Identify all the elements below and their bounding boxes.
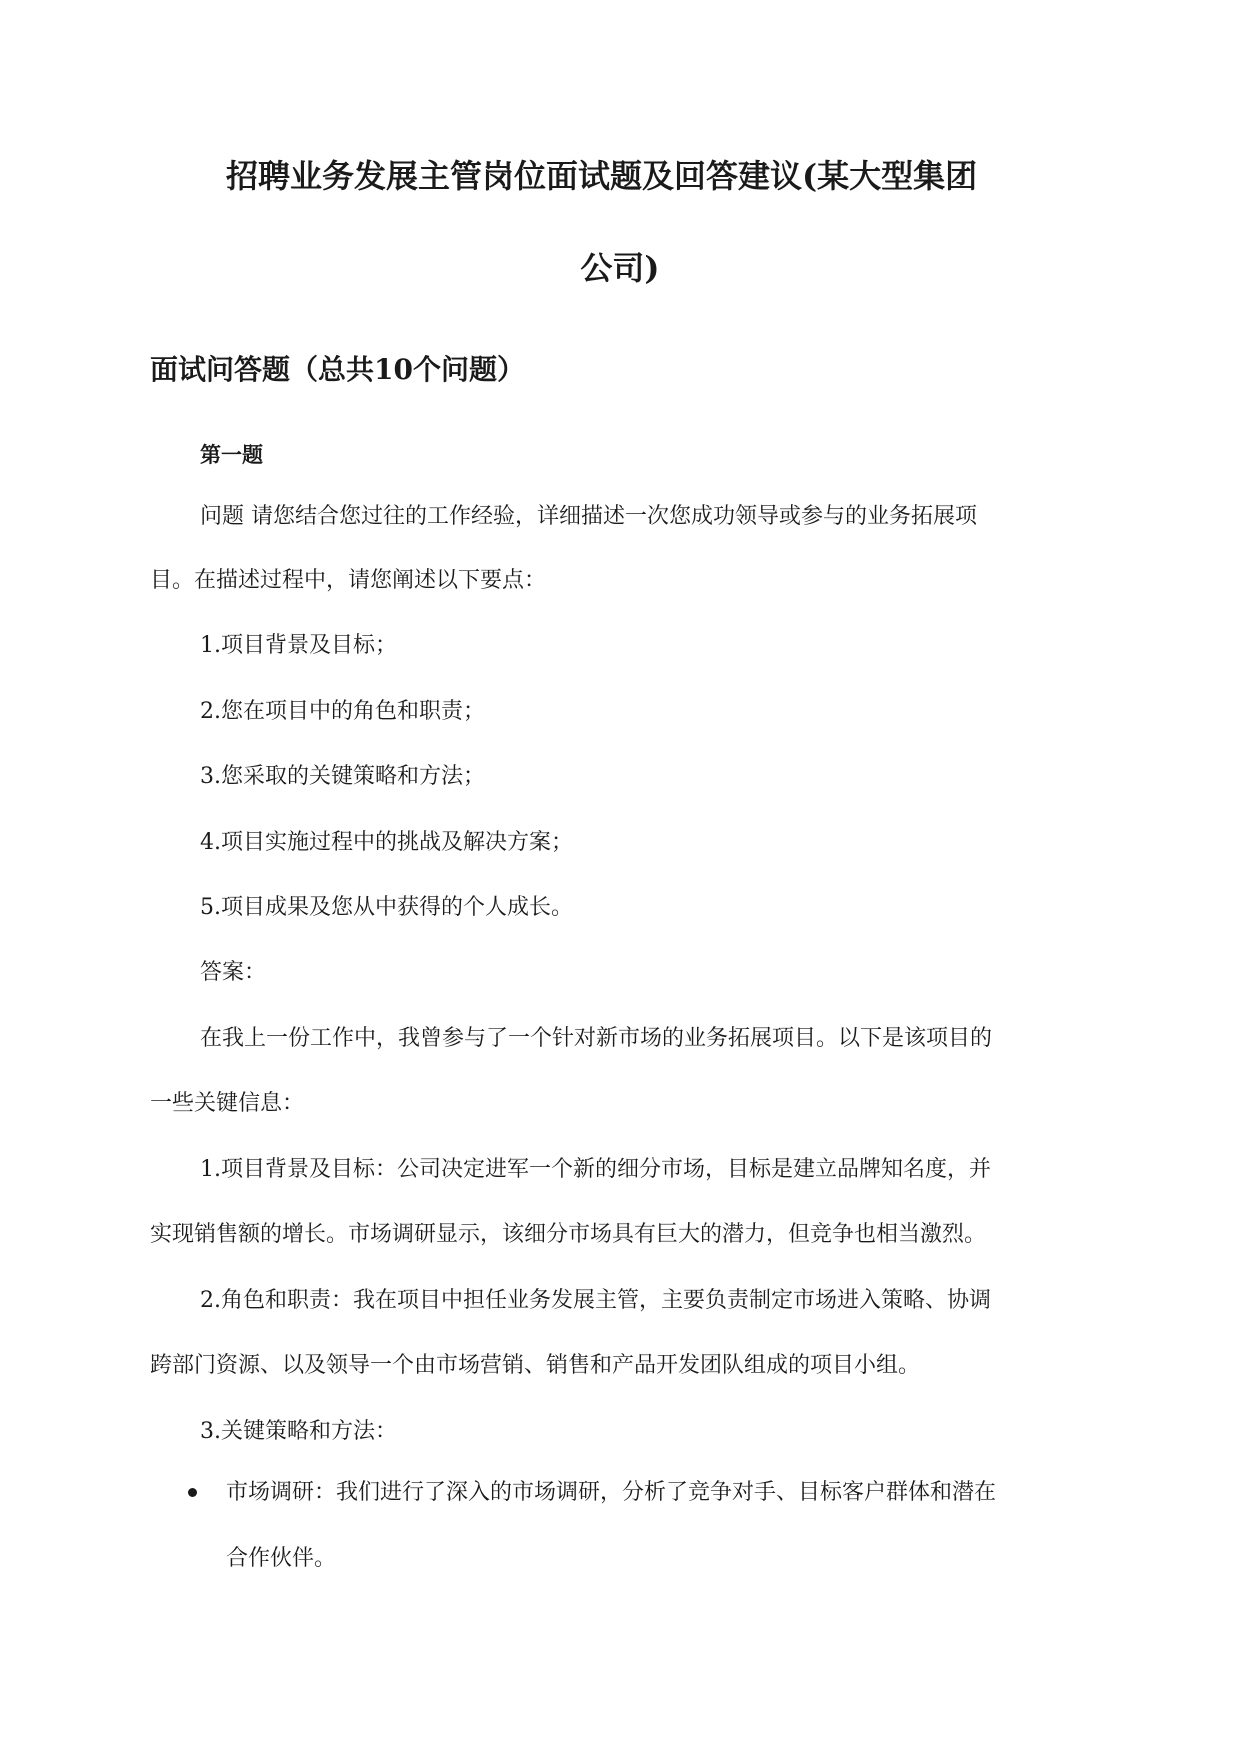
question-heading: 第一题 [200,442,263,467]
bullet-item-line-2: 合作伙伴。 [226,1546,337,1571]
answer-paragraph-1-line-1: 1.项目背景及目标：公司决定进军一个新的细分市场，目标是建立品牌知名度，并 [200,1157,991,1182]
answer-intro-line-2: 一些关键信息： [150,1091,305,1116]
question-point-4: 4.项目实施过程中的挑战及解决方案； [200,830,573,855]
answer-paragraph-3-heading: 3.关键策略和方法： [200,1419,397,1444]
question-point-1: 1.项目背景及目标； [200,633,397,658]
question-point-2: 2.您在项目中的角色和职责； [200,699,485,724]
document-title-line-1: 招聘业务发展主管岗位面试题及回答建议(某大型集团 [226,157,978,195]
answer-paragraph-2-line-2: 跨部门资源、以及领导一个由市场营销、销售和产品开发团队组成的项目小组。 [150,1353,921,1378]
answer-paragraph-2-line-1: 2.角色和职责：我在项目中担任业务发展主管，主要负责制定市场进入策略、协调 [200,1288,991,1313]
answer-intro-line-1: 在我上一份工作中，我曾参与了一个针对新市场的业务拓展项目。以下是该项目的 [200,1026,993,1051]
question-point-3: 3.您采取的关键策略和方法； [200,764,485,789]
answer-paragraph-1-line-2: 实现销售额的增长。市场调研显示，该细分市场具有巨大的潜力，但竞争也相当激烈。 [150,1222,987,1247]
question-text-line-1: 问题 请您结合您过往的工作经验，详细描述一次您成功领导或参与的业务拓展项 [200,504,977,529]
question-point-5: 5.项目成果及您从中获得的个人成长。 [200,895,573,920]
section-heading: 面试问答题（总共10个问题） [150,353,525,386]
question-text-line-2: 目。在描述过程中，请您阐述以下要点： [150,568,547,593]
document-title-line-2: 公司) [580,249,660,287]
bullet-icon [188,1488,197,1497]
bullet-item-line-1: 市场调研：我们进行了深入的市场调研，分析了竞争对手、目标客户群体和潜在 [226,1480,997,1505]
answer-label: 答案： [200,960,267,985]
